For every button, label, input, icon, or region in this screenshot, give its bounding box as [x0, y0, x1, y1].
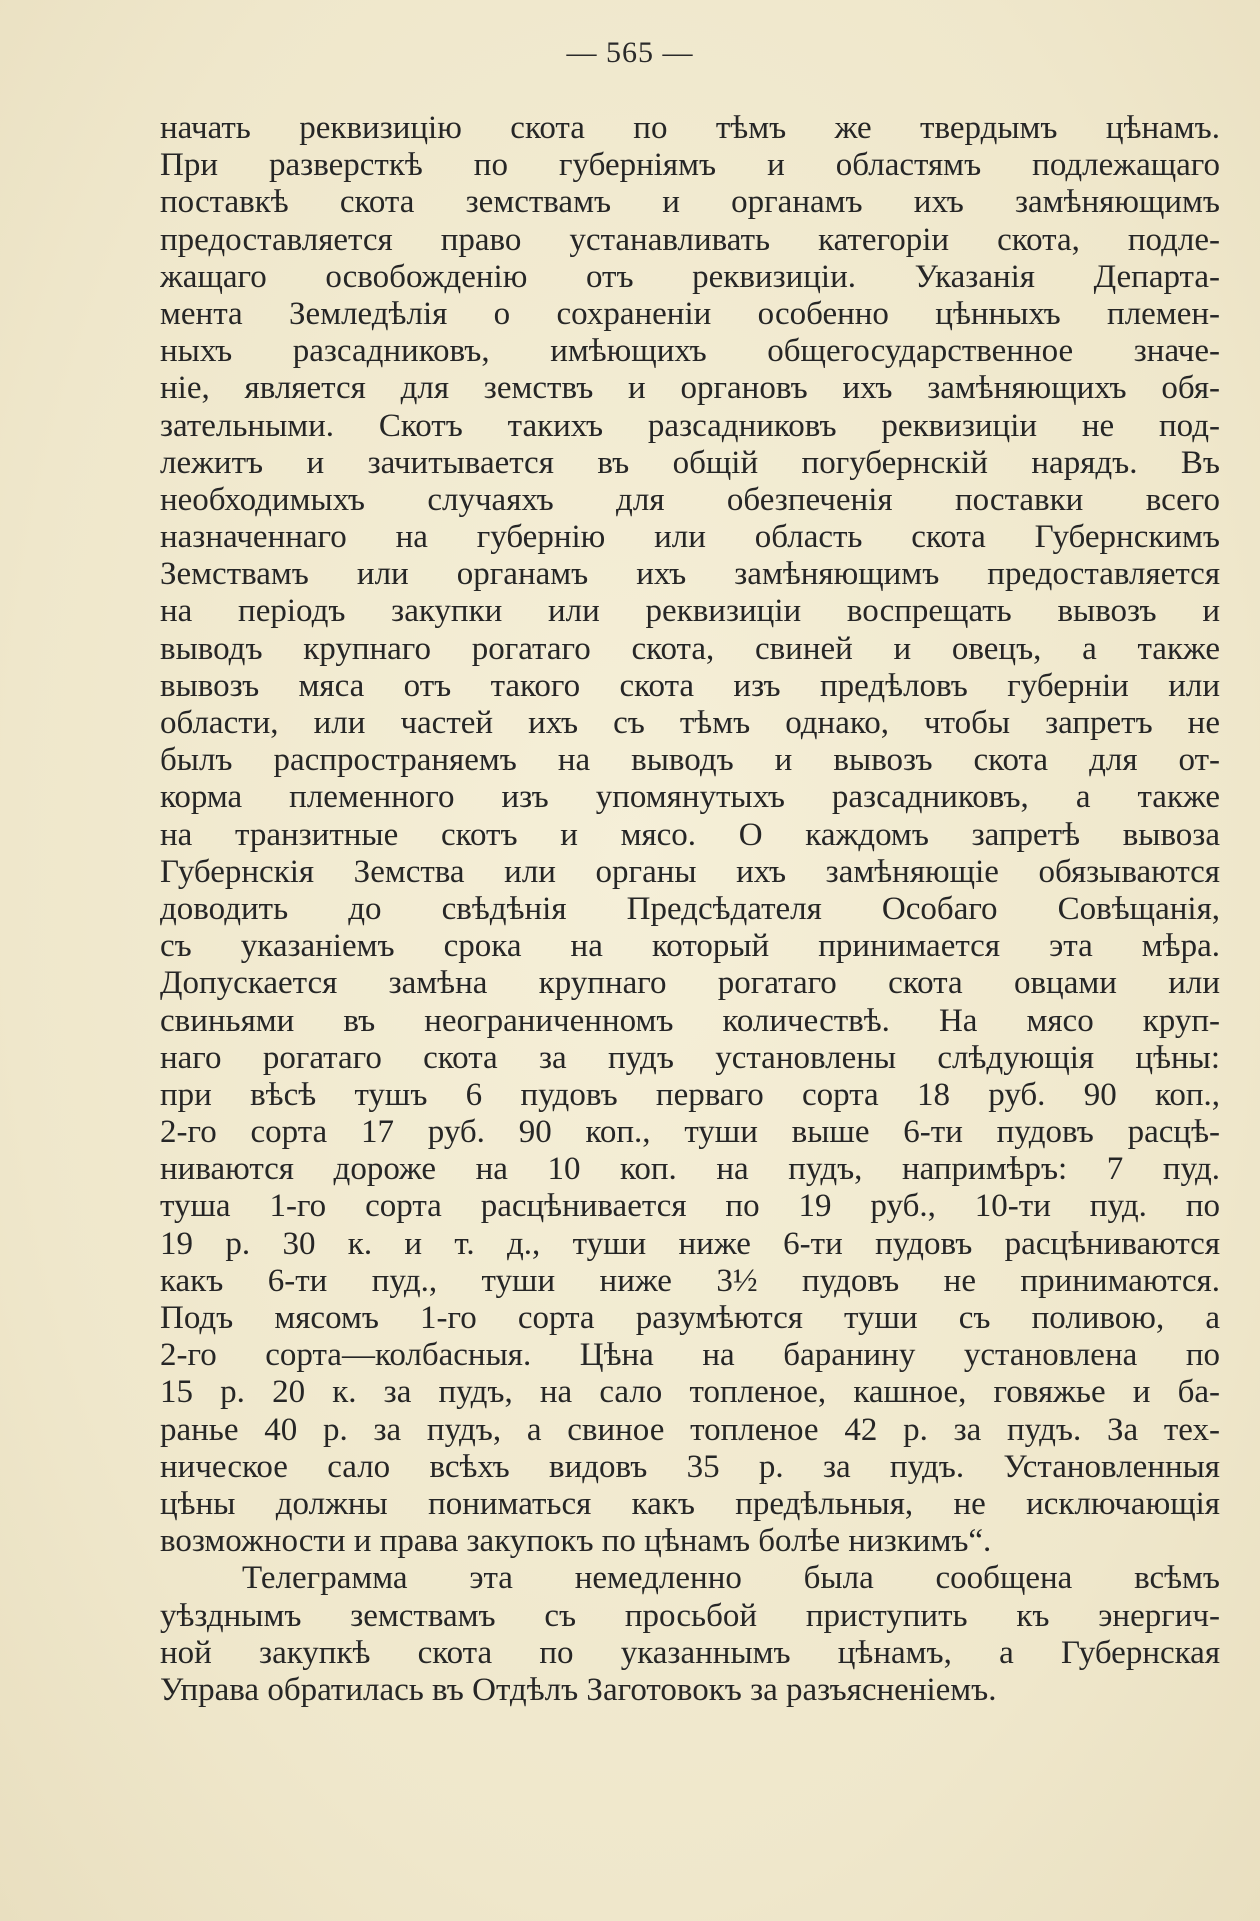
text-line: Допускается замѣна крупнаго рогатаго скота овцами или: [160, 965, 1220, 1002]
text-line: свиньями въ неограниченномъ количествѣ. На мясо круп-: [160, 1002, 1220, 1039]
text-line: ныхъ разсадниковъ, имѣющихъ общегосударственное значе-: [160, 333, 1220, 370]
text-line: вывозъ мяса отъ такого скота изъ предѣловъ губерніи или: [160, 667, 1220, 704]
text-line: жащаго освобожденію отъ реквизиціи. Указанія Департа-: [160, 258, 1220, 295]
text-line: Земствамъ или органамъ ихъ замѣняющимъ предоставляется: [160, 556, 1220, 593]
text-line: области, или частей ихъ съ тѣмъ однако, чтобы запретъ не: [160, 705, 1220, 741]
text-line: лежитъ и зачитывается въ общій погубернскій нарядъ. Въ: [160, 444, 1220, 481]
text-line: назначеннаго на губернію или область скота Губернскимъ: [160, 519, 1220, 556]
text-line: доводить до свѣдѣнія Предсѣдателя Особаго Совѣщанія,: [160, 890, 1220, 927]
text-line: 19 р. 30 к. и т. д., туши ниже 6-ти пудовъ расцѣниваются: [160, 1225, 1220, 1262]
text-line: ніе, является для земствъ и органовъ ихъ замѣняющихъ обя-: [160, 370, 1220, 407]
text-line: мента Земледѣлія о сохраненіи особенно цѣнныхъ племен-: [160, 295, 1220, 332]
text-line: наго рогатаго скота за пудъ установлены слѣдующія цѣны:: [160, 1039, 1220, 1076]
text-line: зательными. Скотъ такихъ разсадниковъ реквизиціи не под-: [160, 407, 1220, 444]
text-line: туша 1-го сорта расцѣнивается по 19 руб., 10-ти пуд. по: [160, 1188, 1220, 1225]
text-line: 2-го сорта—колбасныя. Цѣна на баранину установлена по: [160, 1337, 1220, 1374]
text-line: предоставляется право устанавливать категоріи скота, подле-: [160, 221, 1220, 258]
text-line: необходимыхъ случаяхъ для обезпеченія поставки всего: [160, 481, 1220, 518]
text-line: корма племенного изъ упомянутыхъ разсадниковъ, а также: [160, 779, 1220, 816]
text-line: ной закупкѣ скота по указаннымъ цѣнамъ, а Губернская: [160, 1634, 1220, 1671]
text-line: уѣзднымъ земствамъ съ просьбой приступить къ энергич-: [160, 1597, 1220, 1634]
text-line: поставкѣ скота земствамъ и органамъ ихъ замѣняющимъ: [160, 184, 1220, 221]
text-line: съ указаніемъ срока на который принимается эта мѣра.: [160, 928, 1220, 965]
text-line: цѣны должны пониматься какъ предѣльныя, не исключающія: [160, 1485, 1220, 1522]
text-line: начать реквизицію скота по тѣмъ же твердымъ цѣнамъ.: [160, 110, 1220, 146]
text-line: при вѣсѣ тушъ 6 пудовъ перваго сорта 18 руб. 90 коп.,: [160, 1076, 1220, 1113]
text-line: ническое сало всѣхъ видовъ 35 р. за пудъ. Установленныя: [160, 1448, 1220, 1485]
body-text: [160, 110, 1220, 1709]
text-line: Управа обратилась въ Отдѣлъ Заготовокъ за разъясненіемъ.: [160, 1671, 997, 1708]
text-line: какъ 6-ти пуд., туши ниже 3½ пудовъ не принимаются.: [160, 1262, 1220, 1299]
text-line: 15 р. 20 к. за пудъ, на сало топленое, кашное, говяжье и ба-: [160, 1374, 1220, 1411]
text-line: ранье 40 р. за пудъ, а свиное топленое 42 р. за пудъ. За тех-: [160, 1411, 1220, 1448]
text-line: Подъ мясомъ 1-го сорта разумѣются туши съ поливою, а: [160, 1300, 1220, 1336]
text-line: возможности и права закупокъ по цѣнамъ болѣе низкимъ“.: [160, 1523, 992, 1560]
text-line: Телеграмма эта немедленно была сообщена всѣмъ: [242, 1560, 1220, 1597]
text-line: на періодъ закупки или реквизиціи воспрещать вывозъ и: [160, 593, 1220, 630]
text-line: Губернскія Земства или органы ихъ замѣняющіе обязываются: [160, 853, 1220, 890]
page-number: — 565 —: [566, 36, 694, 69]
text-line: былъ распространяемъ на выводъ и вывозъ скота для от-: [160, 742, 1220, 779]
text-line: ниваются дороже на 10 коп. на пудъ, напримѣръ: 7 пуд.: [160, 1151, 1220, 1188]
text-line: на транзитные скотъ и мясо. О каждомъ запретѣ вывоза: [160, 816, 1220, 853]
text-line: При разверсткѣ по губерніямъ и областямъ подлежащаго: [160, 147, 1220, 184]
text-line: выводъ крупнаго рогатаго скота, свиней и овецъ, а также: [160, 630, 1220, 667]
text-line: 2-го сорта 17 руб. 90 коп., туши выше 6-ти пудовъ расцѣ-: [160, 1114, 1220, 1151]
